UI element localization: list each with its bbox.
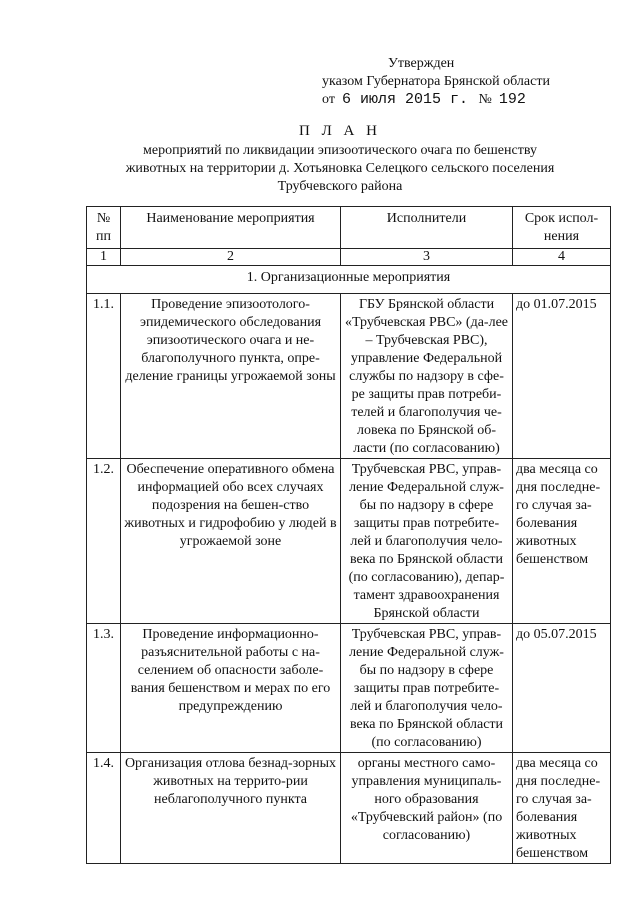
approval-date: 6 июля 2015 г.: [341, 91, 468, 108]
row-number: 1.1.: [87, 294, 121, 459]
row-activity: Проведение информационно-разъяснительной работы с на-селением об опасности заболе-вания бешенством и мерах по его предупреждению: [121, 624, 341, 753]
column-number: 1: [87, 249, 121, 266]
section-title: 1. Организационные мероприятия: [87, 266, 611, 294]
row-executors: органы местного само-управления муниципаль-ного образования «Трубчевский район» (по согласованию): [341, 753, 513, 864]
row-activity: Обеспечение оперативного обмена информацией обо всех случаях подозрения на бешен-ство животных и гидрофобию у людей в угрожаемой зоне: [121, 459, 341, 624]
header-activity: Наименование мероприятия: [121, 207, 341, 249]
header-executors: Исполнители: [341, 207, 513, 249]
column-number: 4: [513, 249, 611, 266]
document-heading: [90, 122, 590, 196]
approval-number: 192: [498, 91, 526, 108]
plan-subtitle-line-2: животных на территории д. Хотьяновка Селецкого сельского поселения: [125, 161, 555, 176]
plan-title: П Л А Н: [299, 123, 381, 139]
row-executors: Трубчевская РВС, управ-ление Федеральной служ-бы по надзору в сфере защиты прав потребите-лей и благополучия чело-века по Брянской области (по согласованию): [341, 624, 513, 753]
row-executors: ГБУ Брянской области «Трубчевская РВС» (да-лее – Трубчевская РВС), управление Федеральной службы по надзору в сфе-ре защиты прав потреби-телей и благополучия че-ловека по Брянской об-ласти (по согласованию): [341, 294, 513, 459]
approval-authority: указом Губернатора Брянской области: [322, 74, 550, 89]
row-number: 1.4.: [87, 753, 121, 864]
row-deadline: до 05.07.2015: [513, 624, 611, 753]
approval-block: [322, 55, 550, 109]
header-number: № пп: [87, 207, 121, 249]
header-deadline: Срок испол-нения: [513, 207, 611, 249]
row-activity: Организация отлова безнад-зорных животных на террито-рии неблагополучного пункта: [121, 753, 341, 864]
row-number: 1.2.: [87, 459, 121, 624]
approval-label: Утвержден: [388, 56, 455, 71]
table-row: [87, 294, 611, 459]
column-number: 2: [121, 249, 341, 266]
row-activity: Проведение эпизоотолого-эпидемического обследования эпизоотического очага и не-благополучного пункта, опре-деление границы угрожаемой зоны: [121, 294, 341, 459]
column-number: 3: [341, 249, 513, 266]
row-deadline: два месяца со дня последне-го случая за-болевания животных бешенством: [513, 459, 611, 624]
plan-subtitle-line-1: мероприятий по ликвидации эпизоотического очага по бешенству: [143, 143, 537, 158]
plan-subtitle-line-3: Трубчевского района: [277, 179, 403, 194]
plan-table: [86, 206, 611, 864]
row-number: 1.3.: [87, 624, 121, 753]
date-prefix: от: [322, 92, 335, 107]
column-number-row: [87, 249, 611, 266]
table-header-row: [87, 207, 611, 249]
number-prefix: №: [478, 92, 492, 107]
section-row: [87, 266, 611, 294]
row-deadline: два месяца со дня последне-го случая за-болевания животных бешенством: [513, 753, 611, 864]
table-row: [87, 459, 611, 624]
table-row: [87, 624, 611, 753]
approval-date-line: [322, 91, 550, 109]
table-row: [87, 753, 611, 864]
row-executors: Трубчевская РВС, управ-ление Федеральной служ-бы по надзору в сфере защиты прав потребите-лей и благополучия чело-века по Брянской области (по согласованию), депар-тамент здравоохранения Брянской области: [341, 459, 513, 624]
row-deadline: до 01.07.2015: [513, 294, 611, 459]
